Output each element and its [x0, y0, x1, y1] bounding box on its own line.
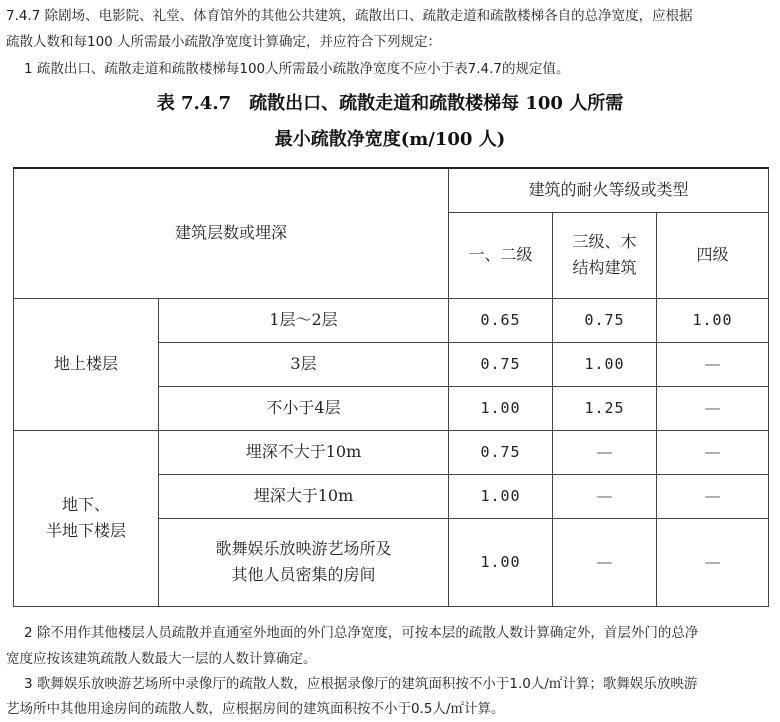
value-cell: —: [657, 386, 769, 430]
value-cell: —: [657, 342, 769, 386]
row-label: 埋深不大于10m: [159, 430, 449, 474]
clause-intro-line1: 7.4.7 除剧场、电影院、礼堂、体育馆外的其他公共建筑，疏散出口、疏散走道和疏散楼梯各自的总净宽度，应根据: [6, 8, 693, 24]
header-floor-cell: 建筑层数或埋深: [14, 168, 449, 298]
value-cell: —: [657, 518, 769, 606]
group-above-ground: 地上楼层: [14, 298, 159, 430]
value-cell: 1.00: [449, 386, 553, 430]
row-label: 1层～2层: [159, 298, 449, 342]
row-label: 埋深大于10m: [159, 474, 449, 518]
value-cell: 0.65: [449, 298, 553, 342]
clause-item-3-line1: 3 歌舞娱乐放映游艺场所中录像厅的疏散人数，应根据录像厅的建筑面积按不小于1.0人/㎡计算；歌舞娱乐放映游: [24, 676, 698, 692]
value-cell: 1.00: [657, 298, 769, 342]
table-row: [14, 430, 769, 474]
value-cell: 0.75: [553, 298, 657, 342]
row-label: 歌舞娱乐放映游艺场所及 其他人员密集的房间: [159, 518, 449, 606]
clause-item-1: 1 疏散出口、疏散走道和疏散楼梯每100人所需最小疏散净宽度不应小于表7.4.7的规定值。: [24, 61, 570, 77]
evacuation-width-table: [13, 167, 769, 607]
value-cell: 1.00: [449, 474, 553, 518]
row-label: 不小于4层: [159, 386, 449, 430]
value-cell: 1.00: [449, 518, 553, 606]
value-cell: —: [553, 474, 657, 518]
clause-item-2-line2: 宽度应按该建筑疏散人数最大一层的人数计算确定。: [6, 651, 317, 667]
value-cell: 0.75: [449, 342, 553, 386]
table-header-row: [14, 168, 769, 212]
value-cell: 1.00: [553, 342, 657, 386]
header-col-grade-1-2: 一、二级: [449, 212, 553, 298]
clause-intro-line2: 疏散人数和每100 人所需最小疏散净宽度计算确定，并应符合下列规定：: [6, 34, 442, 50]
table-caption-line2: 最小疏散净宽度(m/100 人): [274, 129, 506, 150]
header-group-cell: 建筑的耐火等级或类型: [449, 168, 769, 212]
value-cell: 1.25: [553, 386, 657, 430]
clause-item-2-line1: 2 除不用作其他楼层人员疏散并直通室外地面的外门总净宽度，可按本层的疏散人数计算确定外，首层外门的总净: [24, 625, 699, 641]
value-cell: 0.75: [449, 430, 553, 474]
value-cell: —: [657, 430, 769, 474]
value-cell: —: [553, 430, 657, 474]
value-cell: —: [553, 518, 657, 606]
table-row: [14, 298, 769, 342]
value-cell: —: [657, 474, 769, 518]
clause-item-3-line2: 艺场所中其他用途房间的疏散人数，应根据房间的建筑面积按不小于0.5人/㎡计算。: [6, 701, 505, 717]
header-col-grade-3-wood: 三级、木 结构建筑: [553, 212, 657, 298]
group-below-ground: 地下、 半地下楼层: [14, 430, 159, 606]
header-col-grade-4: 四级: [657, 212, 769, 298]
row-label: 3层: [159, 342, 449, 386]
table-caption-line1: 表 7.4.7 疏散出口、疏散走道和疏散楼梯每 100 人所需: [156, 93, 624, 114]
